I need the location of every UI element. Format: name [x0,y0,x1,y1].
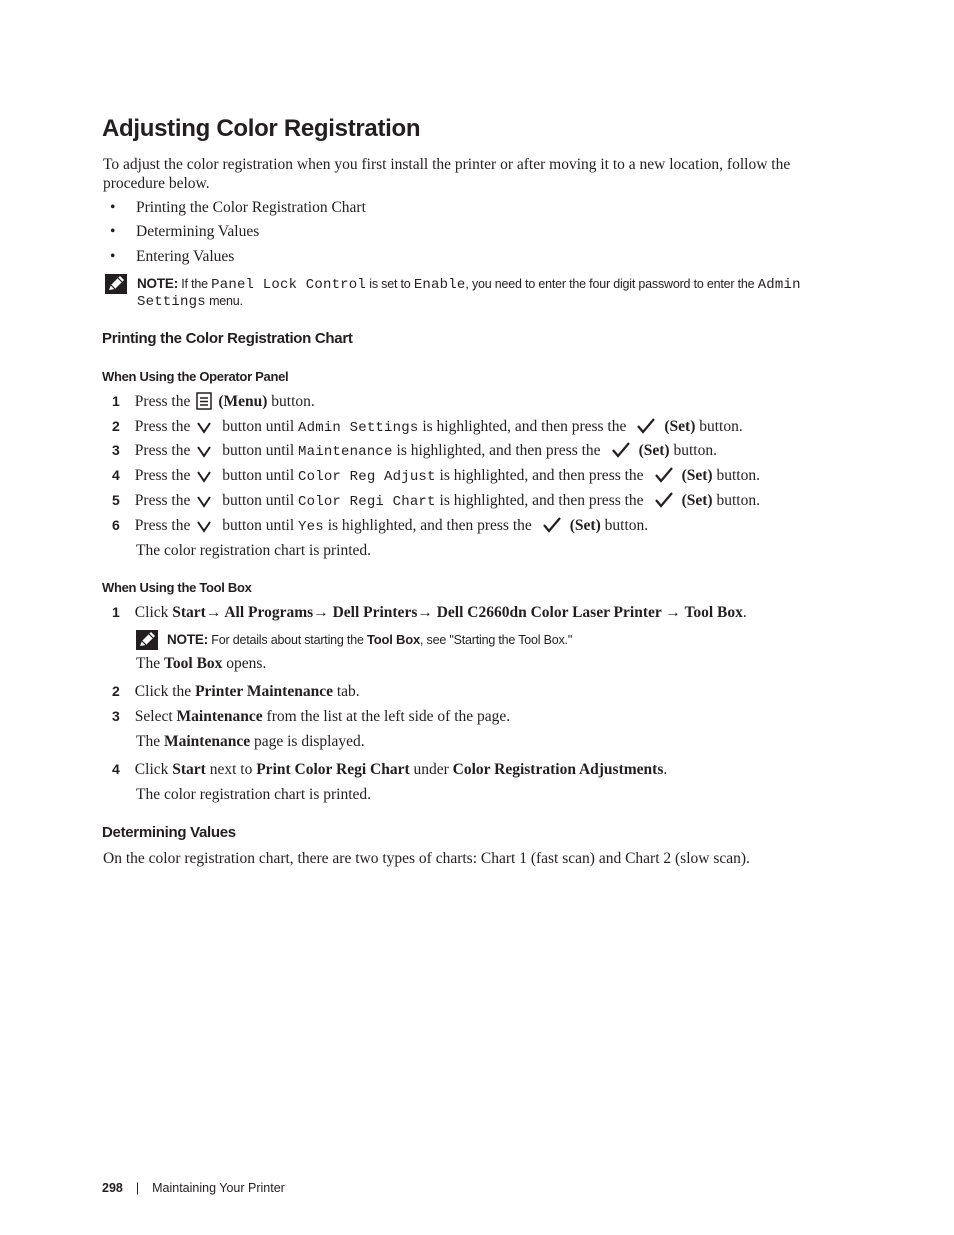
subsection-heading: When Using the Operator Panel [102,369,289,384]
note: NOTE: For details about starting the Tool Box, see "Starting the Tool Box." [167,632,573,647]
step-2: 2 Press the button until Admin Settings is highlighted, and then press the (Set) button. [112,418,743,436]
intro-line-1: To adjust the color registration when you first install the printer or after moving it to a new location, follow the [103,156,791,173]
intro-line-2: procedure below. [103,175,210,192]
list-item: • Entering Values [110,248,235,265]
check-icon [542,516,562,534]
tb-step-1: 1 Click Start→ All Programs→ Dell Printers→ Dell C2660dn Color Laser Printer → Tool Box. [112,604,747,621]
check-icon [654,491,674,509]
chapter-title: Maintaining Your Printer [152,1181,285,1195]
paragraph: On the color registration chart, there are two types of charts: Chart 1 (fast scan) and Chart 2 (slow scan). [103,850,750,867]
section-heading: Determining Values [102,824,236,841]
tb-step-4-result: The color registration chart is printed. [136,786,372,803]
down-arrow-icon [196,468,212,484]
page-number: 298 [102,1181,123,1195]
step-6: 6 Press the button until Yes is highlighted, and then press the (Set) button. [112,517,649,535]
note-pencil-icon [136,630,158,650]
step-result: The color registration chart is printed. [136,542,372,559]
down-arrow-icon [196,443,212,459]
page-title: Adjusting Color Registration [102,115,421,142]
list-item: • Determining Values [110,223,260,240]
tb-step-2: 2 Click the Printer Maintenance tab. [112,683,360,700]
note-pencil-icon [105,274,127,294]
step-4: 4 Press the button until Color Reg Adjust is highlighted, and then press the (Set) button. [112,467,760,485]
step-1: 1 Press the (Menu) button. [112,393,315,410]
page-footer: 298 | Maintaining Your Printer [102,1181,285,1195]
note: NOTE: If the Panel Lock Control is set to Enable, you need to enter the four digit password to enter the Admin [137,276,801,293]
down-arrow-icon [196,493,212,509]
step-3: 3 Press the button until Maintenance is highlighted, and then press the (Set) button. [112,442,717,460]
tb-opens: The Tool Box opens. [136,655,267,672]
down-arrow-icon [196,419,212,435]
step-5: 5 Press the button until Color Regi Chart is highlighted, and then press the (Set) button. [112,492,760,510]
note-line-2: Settings menu. [137,294,243,310]
subsection-heading: When Using the Tool Box [102,580,252,595]
check-icon [654,466,674,484]
check-icon [636,417,656,435]
list-item: • Printing the Color Registration Chart [110,199,366,216]
tb-step-4: 4 Click Start next to Print Color Regi Chart under Color Registration Adjustments. [112,761,668,778]
tb-step-3-result: The Maintenance page is displayed. [136,733,365,750]
tb-step-3: 3 Select Maintenance from the list at the left side of the page. [112,708,511,725]
section-heading: Printing the Color Registration Chart [102,330,353,347]
menu-icon [196,392,212,410]
down-arrow-icon [196,518,212,534]
check-icon [611,441,631,459]
